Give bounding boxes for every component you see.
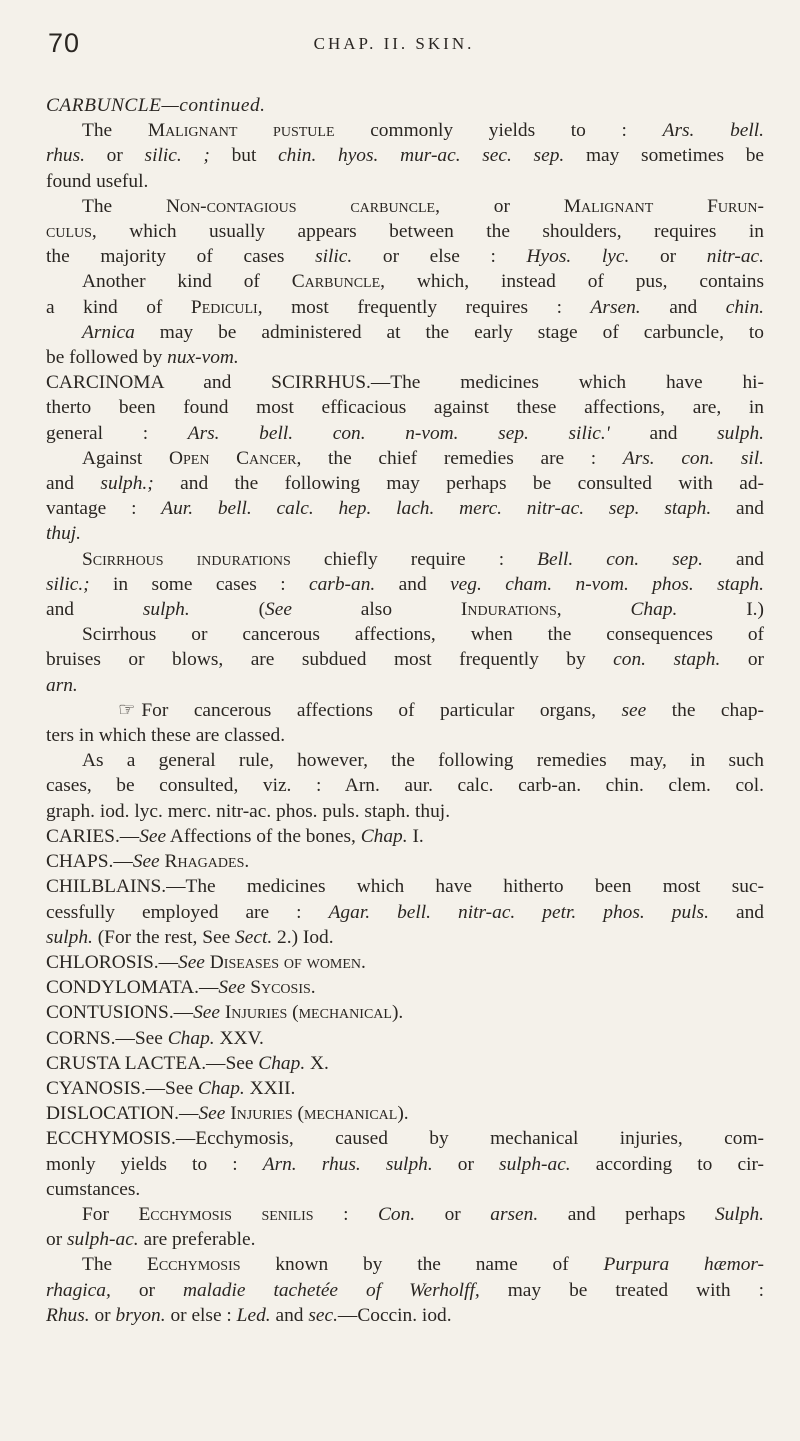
text-line bbox=[46, 269, 764, 294]
text-line bbox=[46, 93, 764, 118]
text-run: arsen. bbox=[490, 1203, 539, 1225]
pointing-hand-icon: ☞ bbox=[118, 699, 136, 721]
text-run: sulph. bbox=[142, 599, 190, 621]
text-run: Aur. bell. calc. hep. lach. merc. nitr-ac. sep. staph. bbox=[161, 498, 712, 520]
text-line bbox=[46, 975, 764, 1000]
text-run: Chap. bbox=[258, 1052, 306, 1074]
text-run: For bbox=[82, 1203, 139, 1225]
text-run: CHLOROSIS.— bbox=[46, 951, 178, 973]
text-run: CARBUNCLE—continued. bbox=[46, 95, 266, 116]
text-line bbox=[46, 496, 764, 521]
text-run: Chap. bbox=[360, 825, 408, 847]
text-run: chin. hyos. mur-ac. sec. sep. bbox=[278, 145, 565, 167]
text-run: CHAPS.— bbox=[46, 851, 133, 873]
text-run: but bbox=[209, 145, 279, 167]
text-run: or else : bbox=[165, 1304, 237, 1326]
text-run: vantage : bbox=[46, 498, 162, 520]
text-run: Scirrhous indurations bbox=[82, 548, 291, 570]
text-run: , bbox=[556, 599, 631, 621]
text-run: be followed by bbox=[46, 347, 168, 369]
text-run: See bbox=[132, 851, 160, 873]
text-run: or bbox=[629, 246, 707, 268]
text-run: 2.) Iod. bbox=[272, 926, 334, 948]
text-run: Sycosis. bbox=[250, 977, 316, 999]
text-run: according to cir- bbox=[570, 1153, 764, 1175]
text-line bbox=[46, 320, 764, 345]
text-run: The bbox=[82, 1254, 147, 1276]
text-run: ters in which these are classed. bbox=[46, 725, 286, 747]
text-run: CARIES.— bbox=[46, 825, 140, 847]
text-run: therto been found most efficacious against these affections, are, in bbox=[46, 397, 764, 419]
text-line bbox=[46, 1026, 764, 1051]
text-run: commonly yields to : bbox=[334, 120, 663, 142]
text-run: monly yields to : bbox=[46, 1153, 263, 1175]
text-run: bruises or blows, are subdued most frequently by bbox=[46, 649, 614, 671]
text-run: CONDYLOMATA.— bbox=[46, 977, 219, 999]
text-run: or bbox=[46, 1229, 68, 1251]
text-line bbox=[46, 950, 764, 975]
text-run: , the chief remedies are : bbox=[296, 447, 623, 469]
text-run: Sect. bbox=[235, 926, 273, 948]
text-run: nux-vom. bbox=[167, 347, 239, 369]
text-run: and bbox=[46, 473, 101, 495]
text-run: Carbuncle bbox=[291, 271, 381, 293]
text-line bbox=[46, 345, 764, 370]
text-run: Diseases of women. bbox=[209, 951, 366, 973]
text-run: chin. bbox=[725, 296, 764, 318]
text-line bbox=[46, 1227, 764, 1252]
text-run: Chap. bbox=[167, 1027, 215, 1049]
text-run: As a general rule, however, the following remedies may, in such bbox=[82, 750, 764, 772]
text-line bbox=[46, 1252, 764, 1277]
text-run: silic. bbox=[315, 246, 353, 268]
text-run: also bbox=[291, 599, 461, 621]
text-run: Chap. bbox=[197, 1077, 245, 1099]
text-line bbox=[46, 395, 764, 420]
text-run: are preferable. bbox=[138, 1229, 256, 1251]
text-run: the chap- bbox=[646, 699, 764, 721]
text-run: silic.; bbox=[46, 573, 90, 595]
text-run: Ecchymosis senilis bbox=[138, 1203, 314, 1225]
text-run: See bbox=[198, 1103, 226, 1125]
text-line bbox=[46, 1000, 764, 1025]
text-line bbox=[46, 799, 764, 824]
text-run: sulph. bbox=[46, 926, 93, 948]
text-run: DISLOCATION.— bbox=[46, 1103, 199, 1125]
text-line bbox=[46, 1051, 764, 1076]
text-line bbox=[46, 622, 764, 647]
text-line bbox=[46, 471, 764, 496]
text-line bbox=[46, 748, 764, 773]
text-run: Ars. con. sil. bbox=[622, 447, 765, 469]
text-line bbox=[46, 824, 764, 849]
text-run: nitr-ac. bbox=[706, 246, 765, 268]
text-run: Purpura hæmor- bbox=[603, 1254, 765, 1276]
text-line bbox=[46, 925, 764, 950]
text-run: or bbox=[89, 1304, 116, 1326]
text-run: XXV. bbox=[214, 1027, 264, 1049]
text-run: Arnica bbox=[82, 321, 135, 343]
text-run: may be treated with : bbox=[479, 1279, 764, 1301]
text-line bbox=[46, 1303, 764, 1328]
text-run: sec. bbox=[308, 1304, 338, 1326]
text-run: in some cases : bbox=[89, 573, 309, 595]
text-line bbox=[46, 698, 764, 723]
text-line bbox=[46, 118, 764, 143]
text-run: con. staph. bbox=[613, 649, 721, 671]
text-line bbox=[46, 194, 764, 219]
text-run: Open Cancer bbox=[169, 447, 297, 469]
text-run: , which, instead of pus, contains bbox=[380, 271, 764, 293]
text-run: Scirrhous or cancerous affections, when the consequences of bbox=[82, 624, 764, 646]
text-line bbox=[46, 849, 764, 874]
text-run: Malignant pustule bbox=[147, 120, 335, 142]
text-run: sulph-ac. bbox=[67, 1229, 139, 1251]
page-number: 70 bbox=[48, 28, 81, 58]
text-run: CRUSTA LACTEA.—See bbox=[46, 1052, 259, 1074]
running-title: CHAP. II. SKIN. bbox=[313, 34, 475, 53]
text-line bbox=[46, 521, 764, 546]
text-run: cumstances. bbox=[46, 1178, 141, 1200]
text-run: may sometimes be bbox=[564, 145, 764, 167]
text-run: The bbox=[82, 120, 148, 142]
text-run: , which usually appears between the shoulders, requires in bbox=[91, 221, 764, 243]
text-run: maladie tachetée of Werholff, bbox=[182, 1279, 480, 1301]
text-run: I. bbox=[407, 825, 424, 847]
text-run: cessfully employed are : bbox=[46, 901, 329, 923]
text-run: Ars. bell. bbox=[662, 120, 765, 142]
text-run: See bbox=[218, 977, 246, 999]
text-run: and bbox=[711, 498, 764, 520]
text-run: Another kind of bbox=[82, 271, 292, 293]
text-run: sulph-ac. bbox=[499, 1153, 571, 1175]
text-run: Arsen. bbox=[590, 296, 641, 318]
text-line bbox=[46, 673, 764, 698]
text-line bbox=[46, 547, 764, 572]
text-run: Led. bbox=[236, 1304, 271, 1326]
text-run: Agar. bell. nitr-ac. petr. phos. puls. bbox=[328, 901, 709, 923]
text-line bbox=[46, 370, 764, 395]
text-run: silic. ; bbox=[144, 145, 210, 167]
text-run: , most frequently requires : bbox=[257, 296, 591, 318]
text-run: Against bbox=[82, 447, 169, 469]
text-run: : bbox=[313, 1203, 378, 1225]
text-line bbox=[46, 572, 764, 597]
text-run: Malignant Furun- bbox=[563, 195, 764, 217]
text-line bbox=[46, 295, 764, 320]
text-run: See bbox=[193, 1002, 220, 1024]
text-run: Ecchymosis bbox=[146, 1254, 241, 1276]
text-run: ( bbox=[189, 599, 266, 621]
text-run: veg. cham. n-vom. phos. staph. bbox=[450, 573, 764, 595]
text-line bbox=[46, 446, 764, 471]
text-run: or bbox=[84, 145, 145, 167]
text-run: known by the name of bbox=[240, 1254, 604, 1276]
text-line bbox=[46, 421, 764, 446]
text-run: cases, be consulted, viz. : Arn. aur. calc. carb-an. chin. clem. col. bbox=[46, 775, 764, 797]
text-run: Injuries (mechanical). bbox=[224, 1002, 404, 1024]
text-line bbox=[46, 900, 764, 925]
text-run: rhus. bbox=[46, 145, 85, 167]
text-line bbox=[46, 1177, 764, 1202]
text-run: See bbox=[139, 825, 167, 847]
text-run: general : bbox=[46, 422, 188, 444]
text-run: —Coccin. iod. bbox=[337, 1304, 452, 1326]
text-run: and perhaps bbox=[538, 1203, 715, 1225]
text-line bbox=[46, 647, 764, 672]
text-run: Rhagades. bbox=[164, 851, 250, 873]
text-run: XXII. bbox=[244, 1077, 296, 1099]
text-line bbox=[46, 1278, 764, 1303]
text-run: The bbox=[82, 195, 166, 217]
text-line bbox=[46, 1202, 764, 1227]
text-run: found useful. bbox=[46, 170, 149, 192]
text-run: or bbox=[415, 1203, 491, 1225]
page-header bbox=[48, 28, 740, 68]
text-line bbox=[46, 219, 764, 244]
text-run: Con. bbox=[377, 1203, 416, 1225]
text-run: or bbox=[110, 1279, 183, 1301]
text-run: see bbox=[621, 699, 647, 721]
text-run: carb-an. bbox=[309, 573, 376, 595]
text-line bbox=[46, 169, 764, 194]
text-line bbox=[46, 1152, 764, 1177]
page-body-text bbox=[46, 93, 764, 1328]
text-run: Bell. con. sep. bbox=[537, 548, 703, 570]
text-line bbox=[46, 244, 764, 269]
text-line bbox=[46, 1101, 764, 1126]
text-run: or bbox=[432, 1153, 500, 1175]
text-run: arn. bbox=[46, 674, 78, 696]
text-run: Non-contagious carbuncle bbox=[165, 195, 436, 217]
text-run: rhagica, bbox=[46, 1279, 111, 1301]
text-run: Rhus. bbox=[46, 1304, 90, 1326]
text-run: chiefly require : bbox=[290, 548, 538, 570]
text-run: , or bbox=[435, 195, 564, 217]
text-run: CHILBLAINS.—The medicines which have hitherto been most suc- bbox=[46, 876, 764, 898]
text-line bbox=[46, 1076, 764, 1101]
text-run: Ars. bell. con. n-vom. sep. silic.' bbox=[187, 422, 610, 444]
text-run: Chap. bbox=[630, 599, 678, 621]
text-run: or else : bbox=[352, 246, 527, 268]
text-run: CORNS.—See bbox=[46, 1027, 168, 1049]
text-run: graph. iod. lyc. merc. nitr-ac. phos. puls. staph. thuj. bbox=[46, 800, 451, 822]
text-line bbox=[46, 1126, 764, 1151]
text-run: X. bbox=[305, 1052, 329, 1074]
text-run: the majority of cases bbox=[46, 246, 316, 268]
text-run: CYANOSIS.—See bbox=[46, 1077, 198, 1099]
text-run: a kind of bbox=[46, 296, 191, 318]
text-run: (For the rest, See bbox=[92, 926, 236, 948]
text-run: sulph.; bbox=[100, 473, 154, 495]
text-run: Pediculi bbox=[190, 296, 258, 318]
text-run: and bbox=[46, 599, 143, 621]
text-line bbox=[46, 143, 764, 168]
text-line bbox=[46, 773, 764, 798]
text-run: Affections of the bones, bbox=[166, 825, 361, 847]
text-run: and bbox=[270, 1304, 309, 1326]
text-run: Injuries (mechanical). bbox=[230, 1103, 409, 1125]
text-run: For cancerous affections of particular organs, bbox=[141, 699, 622, 721]
text-run: Sulph. bbox=[714, 1203, 764, 1225]
text-line bbox=[46, 874, 764, 899]
text-run: culus bbox=[46, 221, 92, 243]
text-line bbox=[46, 597, 764, 622]
text-run: may be administered at the early stage of carbuncle, to bbox=[134, 321, 764, 343]
text-run: or bbox=[720, 649, 764, 671]
text-run: thuj. bbox=[46, 523, 82, 545]
text-run: CARCINOMA and SCIRRHUS.—The medicines which have hi- bbox=[46, 372, 764, 394]
text-run: Arn. rhus. sulph. bbox=[262, 1153, 433, 1175]
text-run: and bbox=[609, 422, 718, 444]
text-line bbox=[46, 723, 764, 748]
text-run: See bbox=[178, 951, 205, 973]
text-run: and the following may perhaps be consulted with ad- bbox=[153, 473, 764, 495]
text-run: and bbox=[375, 573, 451, 595]
text-run: and bbox=[702, 548, 764, 570]
text-run: Hyos. lyc. bbox=[526, 246, 630, 268]
text-run: bryon. bbox=[115, 1304, 166, 1326]
text-run: Indurations bbox=[460, 599, 557, 621]
text-run: and bbox=[640, 296, 726, 318]
text-run: sulph. bbox=[717, 422, 764, 444]
text-run: CONTUSIONS.— bbox=[46, 1002, 194, 1024]
text-run: ECCHYMOSIS.—Ecchymosis, caused by mechanical injuries, com- bbox=[46, 1128, 764, 1150]
text-run: and bbox=[708, 901, 764, 923]
text-run: I.) bbox=[677, 599, 764, 621]
text-run: See bbox=[265, 599, 292, 621]
